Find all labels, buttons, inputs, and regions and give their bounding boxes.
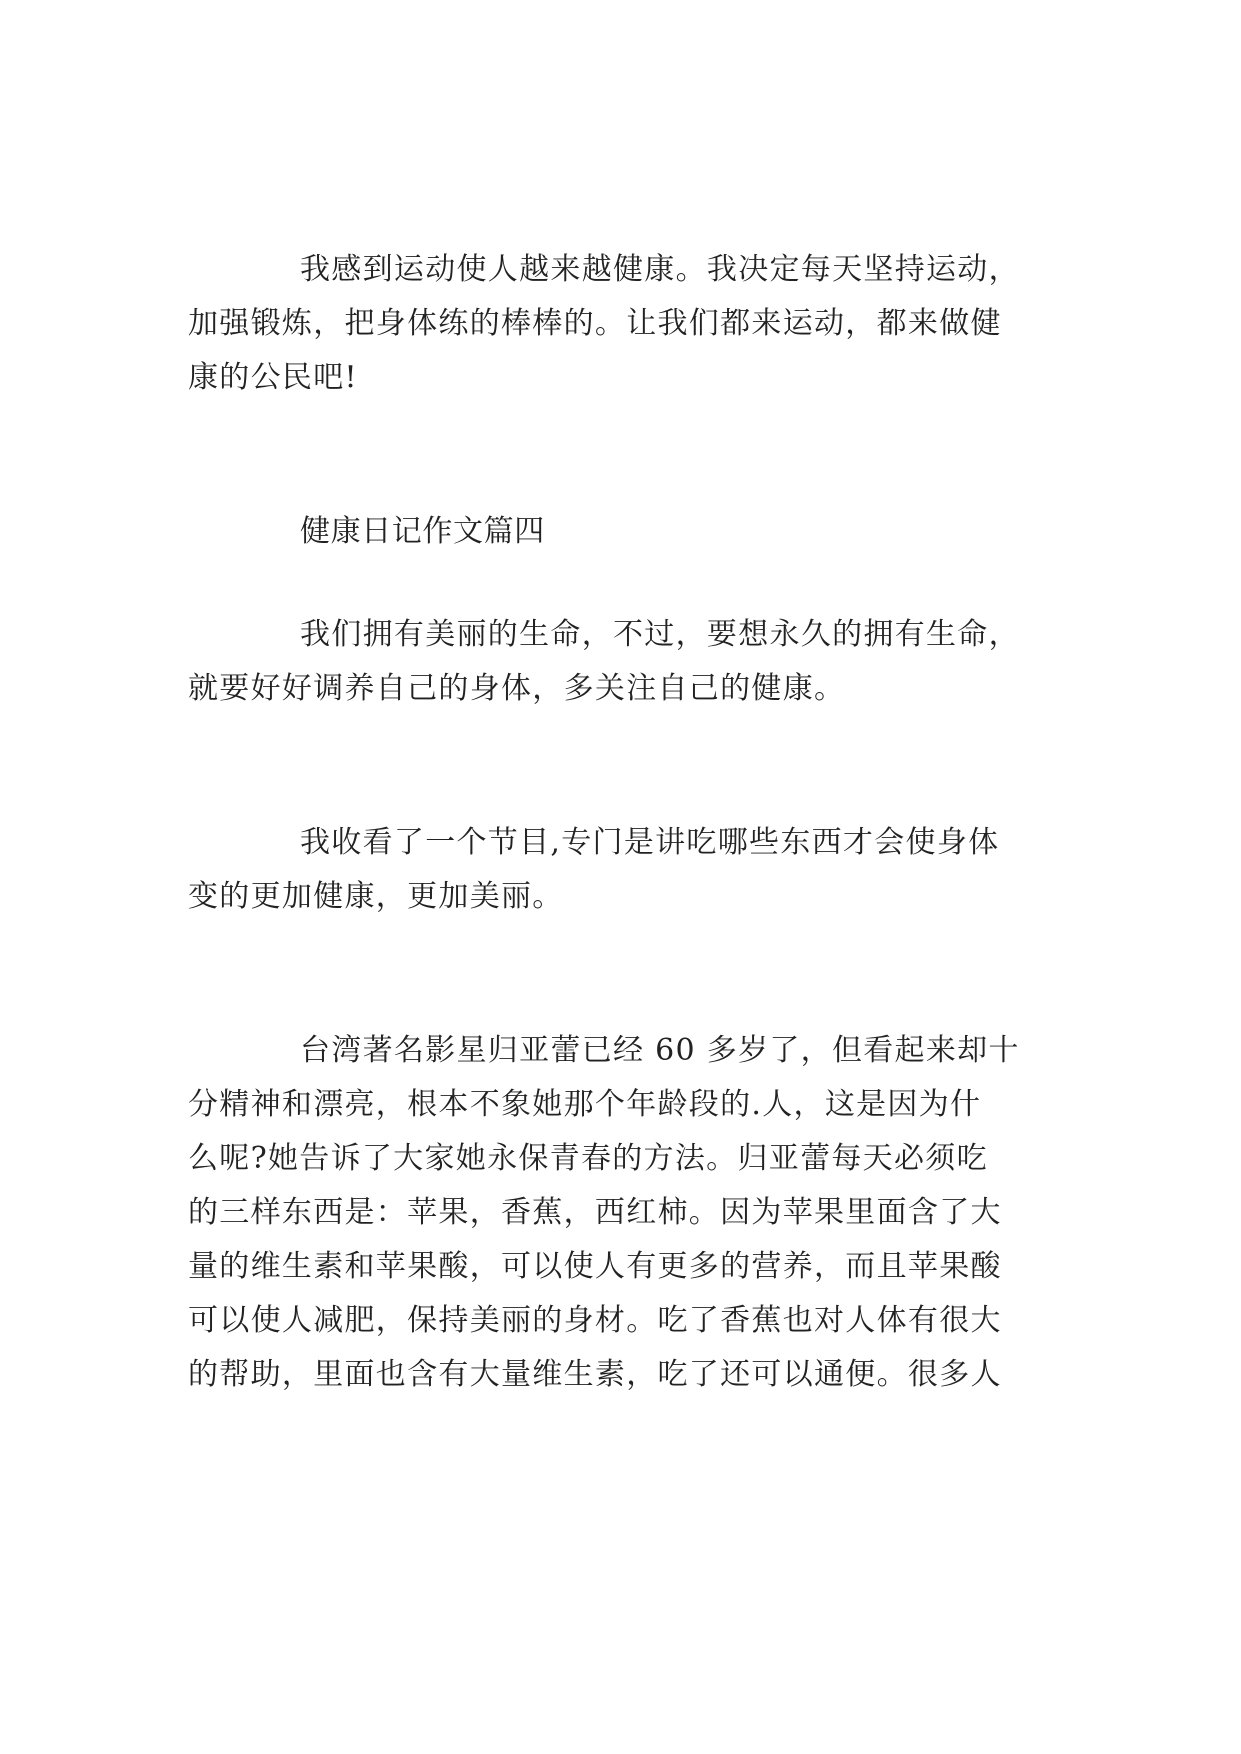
paragraph-line: 量的维生素和苹果酸，可以使人有更多的营养，而且苹果酸	[188, 1249, 1002, 1284]
paragraph-line: 我收看了一个节目,专门是讲吃哪些东西才会使身体	[300, 825, 1000, 860]
paragraph-line: 台湾著名影星归亚蕾已经 60 多岁了，但看起来却十	[300, 1033, 1020, 1068]
paragraph-line: 我们拥有美丽的生命，不过，要想永久的拥有生命，	[300, 617, 1020, 652]
paragraph-line: 康的公民吧!	[188, 360, 358, 395]
paragraph-line: 加强锻炼，把身体练的棒棒的。让我们都来运动，都来做健	[188, 306, 1002, 341]
paragraph-line: 么呢?她告诉了大家她永保青春的方法。归亚蕾每天必须吃	[188, 1141, 988, 1176]
paragraph-line: 我感到运动使人越来越健康。我决定每天坚持运动，	[300, 252, 1020, 287]
paragraph-line: 的三样东西是：苹果，香蕉，西红柿。因为苹果里面含了大	[188, 1195, 1002, 1230]
paragraph-line: 变的更加健康，更加美丽。	[188, 879, 564, 914]
paragraph-line: 分精神和漂亮，根本不象她那个年龄段的.人，这是因为什	[188, 1087, 982, 1122]
paragraph-line: 就要好好调养自己的身体，多关注自己的健康。	[188, 671, 846, 706]
paragraph-line: 的帮助，里面也含有大量维生素，吃了还可以通便。很多人	[188, 1357, 1002, 1392]
paragraph-line: 可以使人减肥，保持美丽的身材。吃了香蕉也对人体有很大	[188, 1303, 1002, 1338]
section-heading: 健康日记作文篇四	[300, 514, 545, 549]
